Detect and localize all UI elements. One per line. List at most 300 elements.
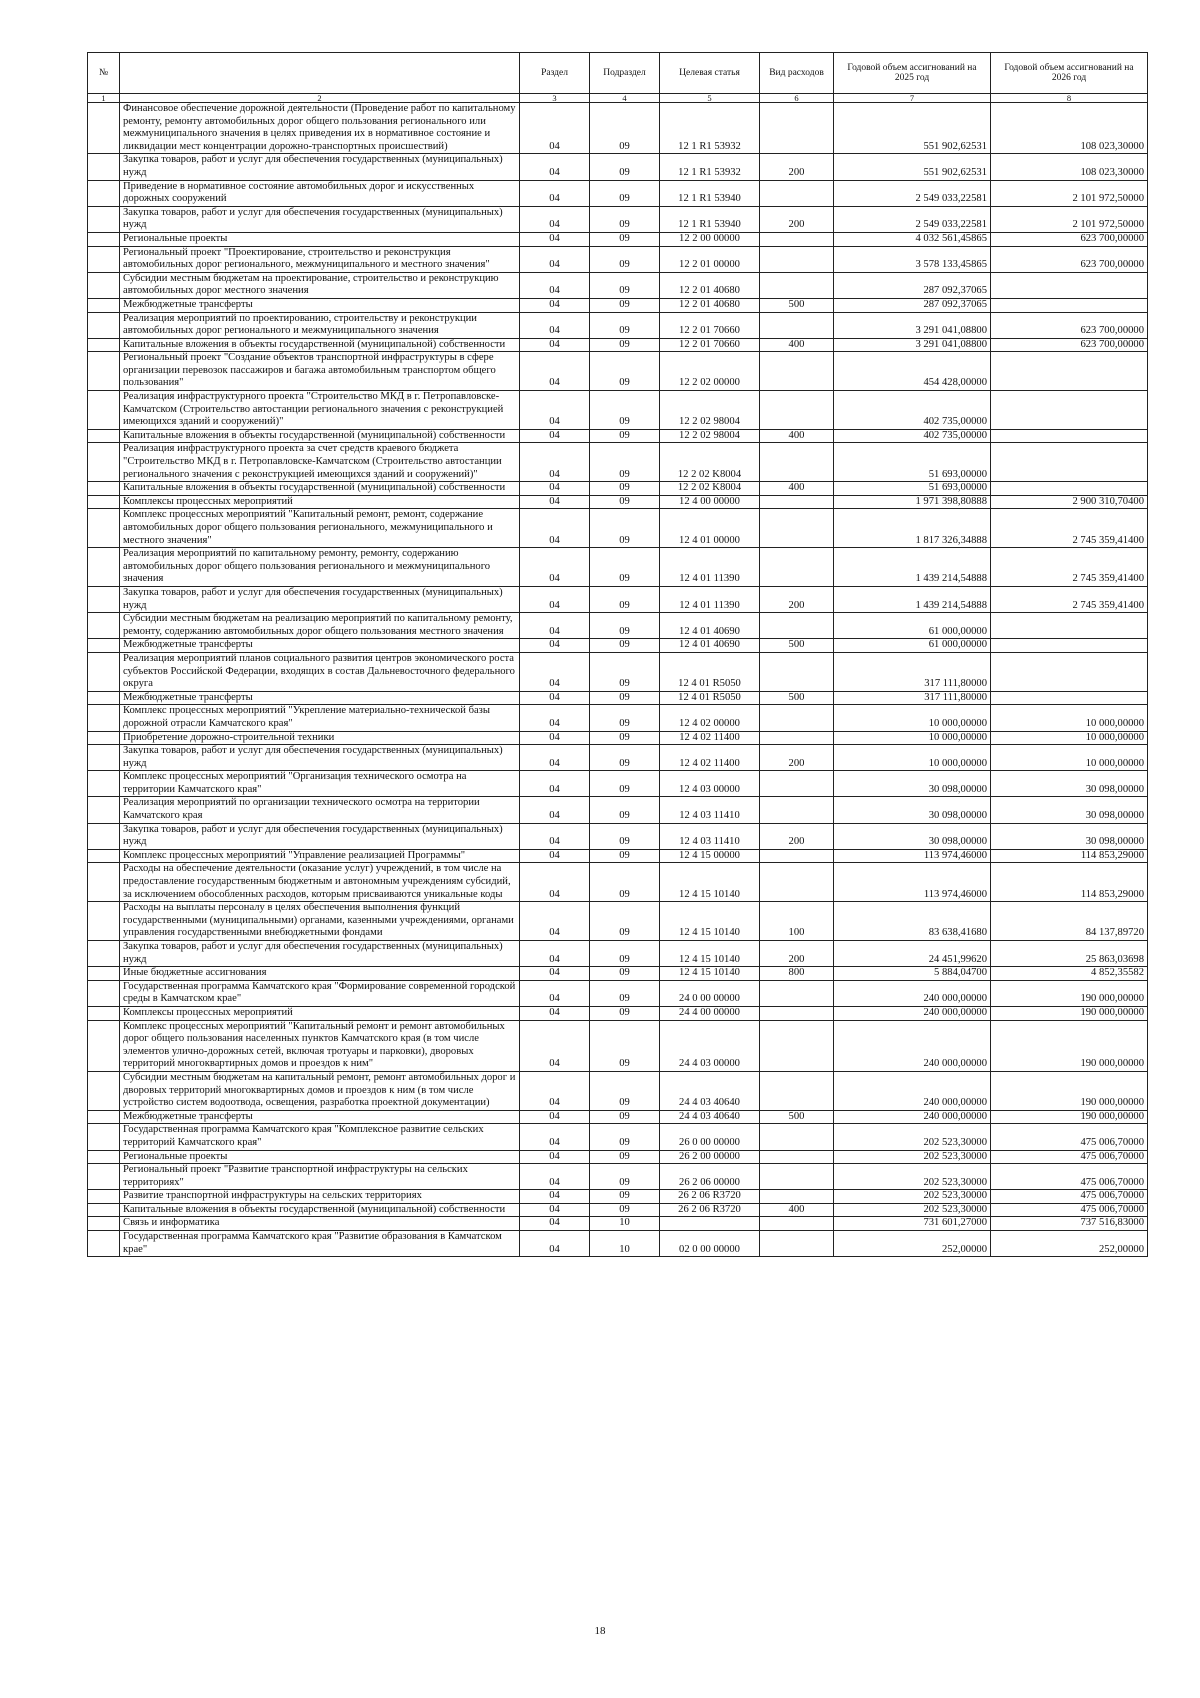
row-razdel: 04 <box>520 823 590 849</box>
row-podrazdel: 09 <box>590 495 660 509</box>
row-vid <box>760 797 834 823</box>
budget-sheet <box>87 52 1147 1257</box>
row-name: Государственная программа Камчатского края "Комплексное развитие сельских территорий Камчатского края" <box>120 1124 520 1150</box>
row-target: 12 2 01 70660 <box>660 312 760 338</box>
row-podrazdel: 09 <box>590 103 660 154</box>
row-amount-2025: 2 549 033,22581 <box>834 180 991 206</box>
row-number <box>88 443 120 482</box>
row-amount-2026: 623 700,00000 <box>991 246 1148 272</box>
row-razdel: 04 <box>520 613 590 639</box>
row-target: 12 2 01 40680 <box>660 272 760 298</box>
row-amount-2025: 1 439 214,54888 <box>834 586 991 612</box>
row-number <box>88 272 120 298</box>
table-row <box>88 103 1148 154</box>
row-number <box>88 902 120 941</box>
row-vid <box>760 652 834 691</box>
header-2025: Годовой объем ассигнований на 2025 год <box>834 53 991 94</box>
row-amount-2026: 190 000,00000 <box>991 980 1148 1006</box>
row-razdel: 04 <box>520 771 590 797</box>
row-vid <box>760 980 834 1006</box>
row-razdel: 04 <box>520 312 590 338</box>
row-podrazdel: 09 <box>590 1124 660 1150</box>
table-row <box>88 823 1148 849</box>
row-razdel: 04 <box>520 745 590 771</box>
row-name: Капитальные вложения в объекты государственной (муниципальной) собственности <box>120 429 520 443</box>
row-razdel: 04 <box>520 1124 590 1150</box>
row-razdel: 04 <box>520 863 590 902</box>
row-target: 12 4 02 00000 <box>660 705 760 731</box>
table-row <box>88 652 1148 691</box>
header-vid: Вид расходов <box>760 53 834 94</box>
header-row <box>88 53 1148 94</box>
row-vid: 200 <box>760 745 834 771</box>
row-name: Закупка товаров, работ и услуг для обеспечения государственных (муниципальных) нужд <box>120 823 520 849</box>
row-amount-2026 <box>991 298 1148 312</box>
row-amount-2026: 190 000,00000 <box>991 1071 1148 1110</box>
header-podrazdel: Подраздел <box>590 53 660 94</box>
row-razdel: 04 <box>520 652 590 691</box>
row-target: 24 4 03 40640 <box>660 1110 760 1124</box>
row-name: Приведение в нормативное состояние автомобильных дорог и искусственных дорожных сооружений <box>120 180 520 206</box>
table-row <box>88 863 1148 902</box>
row-amount-2026: 30 098,00000 <box>991 823 1148 849</box>
row-vid <box>760 1164 834 1190</box>
row-target: 12 4 15 10140 <box>660 902 760 941</box>
column-number: 1 <box>88 94 120 103</box>
table-row <box>88 352 1148 391</box>
column-number: 7 <box>834 94 991 103</box>
row-podrazdel: 09 <box>590 1190 660 1204</box>
row-name: Реализация мероприятий планов социального развития центров экономического роста субъектов Российской Федерации, входящих в состав Дальневосточного федерального округа <box>120 652 520 691</box>
row-vid <box>760 103 834 154</box>
row-amount-2026 <box>991 613 1148 639</box>
row-amount-2026: 252,00000 <box>991 1231 1148 1257</box>
row-name: Региональные проекты <box>120 1150 520 1164</box>
row-amount-2025: 61 000,00000 <box>834 613 991 639</box>
header-target: Целевая статья <box>660 53 760 94</box>
row-vid <box>760 232 834 246</box>
row-name: Развитие транспортной инфраструктуры на сельских территориях <box>120 1190 520 1204</box>
row-razdel: 04 <box>520 391 590 430</box>
row-amount-2026: 2 745 359,41400 <box>991 548 1148 587</box>
row-amount-2025: 83 638,41680 <box>834 902 991 941</box>
table-row <box>88 1110 1148 1124</box>
row-podrazdel: 09 <box>590 272 660 298</box>
row-razdel: 04 <box>520 272 590 298</box>
row-amount-2026: 475 006,70000 <box>991 1190 1148 1204</box>
table-row <box>88 391 1148 430</box>
row-number <box>88 967 120 981</box>
row-amount-2026: 4 852,35582 <box>991 967 1148 981</box>
row-vid <box>760 613 834 639</box>
row-razdel: 04 <box>520 1110 590 1124</box>
row-amount-2025: 287 092,37065 <box>834 298 991 312</box>
row-razdel: 04 <box>520 797 590 823</box>
row-razdel: 04 <box>520 967 590 981</box>
row-target: 12 4 02 11400 <box>660 745 760 771</box>
row-razdel: 04 <box>520 180 590 206</box>
row-name: Закупка товаров, работ и услуг для обеспечения государственных (муниципальных) нужд <box>120 586 520 612</box>
table-row <box>88 154 1148 180</box>
row-amount-2025: 240 000,00000 <box>834 1110 991 1124</box>
row-razdel: 04 <box>520 548 590 587</box>
row-razdel: 04 <box>520 206 590 232</box>
table-row <box>88 482 1148 496</box>
row-number <box>88 941 120 967</box>
row-target: 12 2 02 00000 <box>660 352 760 391</box>
row-podrazdel: 09 <box>590 863 660 902</box>
row-number <box>88 548 120 587</box>
row-podrazdel: 09 <box>590 967 660 981</box>
row-number <box>88 745 120 771</box>
row-amount-2026: 30 098,00000 <box>991 771 1148 797</box>
row-name: Комплекс процессных мероприятий "Капитальный ремонт и ремонт автомобильных дорог общего пользования населенных пунктов Камчатского края (в том числе элементов улично-дорожных сетей, включая тротуары и парковки), дворовых территорий многоквартирных домов и проездов к ним" <box>120 1020 520 1071</box>
row-target: 12 2 01 40680 <box>660 298 760 312</box>
row-amount-2025: 252,00000 <box>834 1231 991 1257</box>
row-target: 24 4 03 40640 <box>660 1071 760 1110</box>
row-podrazdel: 09 <box>590 849 660 863</box>
row-amount-2025: 551 902,62531 <box>834 154 991 180</box>
row-amount-2025: 3 291 041,08800 <box>834 338 991 352</box>
table-row <box>88 1124 1148 1150</box>
row-amount-2025: 202 523,30000 <box>834 1124 991 1150</box>
row-target: 24 4 00 00000 <box>660 1006 760 1020</box>
row-razdel: 04 <box>520 1006 590 1020</box>
row-target: 12 4 01 11390 <box>660 548 760 587</box>
row-number <box>88 1006 120 1020</box>
row-number <box>88 495 120 509</box>
row-razdel: 04 <box>520 705 590 731</box>
row-amount-2026: 114 853,29000 <box>991 849 1148 863</box>
row-podrazdel: 09 <box>590 586 660 612</box>
row-name: Финансовое обеспечение дорожной деятельности (Проведение работ по капитальному ремонту, ремонту автомобильных дорог общего пользования регионального или межмуниципального значения в целях приведения их в нормативное состояние и ликвидации мест концентрации дорожно-транспортных происшествий) <box>120 103 520 154</box>
row-podrazdel: 09 <box>590 652 660 691</box>
row-target: 12 2 01 70660 <box>660 338 760 352</box>
row-name: Региональные проекты <box>120 232 520 246</box>
row-razdel: 04 <box>520 980 590 1006</box>
row-amount-2026 <box>991 652 1148 691</box>
row-name: Закупка товаров, работ и услуг для обеспечения государственных (муниципальных) нужд <box>120 745 520 771</box>
row-number <box>88 232 120 246</box>
row-amount-2025: 30 098,00000 <box>834 771 991 797</box>
row-number <box>88 180 120 206</box>
row-vid <box>760 1006 834 1020</box>
row-name: Комплекс процессных мероприятий "Укрепление материально-технической базы дорожной отрасли Камчатского края" <box>120 705 520 731</box>
row-amount-2025: 113 974,46000 <box>834 863 991 902</box>
table-row <box>88 1231 1148 1257</box>
row-vid <box>760 495 834 509</box>
row-number <box>88 482 120 496</box>
row-number <box>88 1020 120 1071</box>
row-vid: 200 <box>760 586 834 612</box>
row-target: 12 2 01 00000 <box>660 246 760 272</box>
row-name: Капитальные вложения в объекты государственной (муниципальной) собственности <box>120 482 520 496</box>
row-amount-2026: 30 098,00000 <box>991 797 1148 823</box>
row-number <box>88 613 120 639</box>
row-vid: 500 <box>760 691 834 705</box>
table-row <box>88 586 1148 612</box>
row-number <box>88 246 120 272</box>
row-target: 12 4 15 10140 <box>660 941 760 967</box>
row-target: 12 4 03 11410 <box>660 797 760 823</box>
row-target: 12 4 01 40690 <box>660 639 760 653</box>
row-razdel: 04 <box>520 298 590 312</box>
row-podrazdel: 09 <box>590 731 660 745</box>
row-podrazdel: 09 <box>590 443 660 482</box>
row-razdel: 04 <box>520 352 590 391</box>
row-amount-2025: 551 902,62531 <box>834 103 991 154</box>
row-target: 12 2 00 00000 <box>660 232 760 246</box>
row-podrazdel: 09 <box>590 771 660 797</box>
row-amount-2025: 1 971 398,80888 <box>834 495 991 509</box>
row-amount-2025: 10 000,00000 <box>834 705 991 731</box>
row-amount-2026: 623 700,00000 <box>991 232 1148 246</box>
row-podrazdel: 09 <box>590 1164 660 1190</box>
row-name: Расходы на выплаты персоналу в целях обеспечения выполнения функций государственными (муниципальными) органами, казенными учреждениями, органами управления государственными внебюджетными фондами <box>120 902 520 941</box>
row-amount-2026: 190 000,00000 <box>991 1110 1148 1124</box>
row-target: 12 4 15 10140 <box>660 967 760 981</box>
row-name: Расходы на обеспечение деятельности (оказание услуг) учреждений, в том числе на предоставление государственным бюджетным и автономным учреждениям субсидий, за исключением обособленных расходов, которым присваиваются уникальные коды <box>120 863 520 902</box>
row-amount-2026: 2 101 972,50000 <box>991 180 1148 206</box>
row-vid: 400 <box>760 338 834 352</box>
table-body <box>88 103 1148 1257</box>
row-amount-2025: 202 523,30000 <box>834 1164 991 1190</box>
row-number <box>88 980 120 1006</box>
row-podrazdel: 09 <box>590 312 660 338</box>
row-razdel: 04 <box>520 849 590 863</box>
row-amount-2026 <box>991 639 1148 653</box>
row-podrazdel: 09 <box>590 206 660 232</box>
table-row <box>88 429 1148 443</box>
row-vid <box>760 1124 834 1150</box>
row-number <box>88 1190 120 1204</box>
row-name: Субсидии местным бюджетам на капитальный ремонт, ремонт автомобильных дорог и дворовых территорий многоквартирных домов и проездов к ним (в том числе устройство систем водоотвода, освещения, разработка проектной документации) <box>120 1071 520 1110</box>
row-vid: 200 <box>760 154 834 180</box>
row-amount-2025: 3 578 133,45865 <box>834 246 991 272</box>
table-row <box>88 849 1148 863</box>
row-amount-2026 <box>991 443 1148 482</box>
table-row <box>88 298 1148 312</box>
row-amount-2026 <box>991 352 1148 391</box>
row-amount-2025: 2 549 033,22581 <box>834 206 991 232</box>
row-podrazdel: 09 <box>590 232 660 246</box>
row-target: 12 4 03 11410 <box>660 823 760 849</box>
row-podrazdel: 09 <box>590 705 660 731</box>
row-vid <box>760 312 834 338</box>
table-row <box>88 731 1148 745</box>
row-vid <box>760 509 834 548</box>
row-vid: 200 <box>760 823 834 849</box>
row-number <box>88 1124 120 1150</box>
row-vid <box>760 771 834 797</box>
row-podrazdel: 09 <box>590 1203 660 1217</box>
row-amount-2025: 4 032 561,45865 <box>834 232 991 246</box>
row-amount-2025: 3 291 041,08800 <box>834 312 991 338</box>
row-amount-2026: 475 006,70000 <box>991 1203 1148 1217</box>
row-target: 12 2 02 98004 <box>660 429 760 443</box>
row-target: 12 2 02 98004 <box>660 391 760 430</box>
row-amount-2026: 10 000,00000 <box>991 705 1148 731</box>
row-number <box>88 771 120 797</box>
row-amount-2026: 114 853,29000 <box>991 863 1148 902</box>
row-razdel: 04 <box>520 1203 590 1217</box>
row-amount-2026: 623 700,00000 <box>991 338 1148 352</box>
table-row <box>88 705 1148 731</box>
row-podrazdel: 09 <box>590 338 660 352</box>
row-target: 12 4 03 00000 <box>660 771 760 797</box>
row-vid: 200 <box>760 206 834 232</box>
row-name: Межбюджетные трансферты <box>120 1110 520 1124</box>
table-row <box>88 1071 1148 1110</box>
table-row <box>88 980 1148 1006</box>
row-razdel: 04 <box>520 1150 590 1164</box>
row-podrazdel: 09 <box>590 797 660 823</box>
row-vid: 400 <box>760 429 834 443</box>
row-target: 12 4 15 00000 <box>660 849 760 863</box>
row-name: Региональный проект "Проектирование, строительство и реконструкция автомобильных дорог регионального, межмуниципального и местного значения" <box>120 246 520 272</box>
row-number <box>88 1110 120 1124</box>
table-row <box>88 941 1148 967</box>
row-number <box>88 338 120 352</box>
row-name: Капитальные вложения в объекты государственной (муниципальной) собственности <box>120 338 520 352</box>
row-number <box>88 1071 120 1110</box>
row-podrazdel: 09 <box>590 548 660 587</box>
row-target: 12 1 R1 53940 <box>660 206 760 232</box>
table-row <box>88 338 1148 352</box>
row-vid: 100 <box>760 902 834 941</box>
row-target: 26 2 06 R3720 <box>660 1190 760 1204</box>
row-razdel: 04 <box>520 154 590 180</box>
row-amount-2025: 402 735,00000 <box>834 391 991 430</box>
row-number <box>88 352 120 391</box>
row-amount-2025: 5 884,04700 <box>834 967 991 981</box>
row-name: Комплекс процессных мероприятий "Капитальный ремонт, ремонт, содержание автомобильных дорог общего пользования регионального, межмуниципального и местного значения" <box>120 509 520 548</box>
row-name: Закупка товаров, работ и услуг для обеспечения государственных (муниципальных) нужд <box>120 206 520 232</box>
row-target: 12 4 01 00000 <box>660 509 760 548</box>
row-number <box>88 797 120 823</box>
row-amount-2026 <box>991 391 1148 430</box>
table-row <box>88 495 1148 509</box>
row-podrazdel: 09 <box>590 482 660 496</box>
table-row <box>88 1164 1148 1190</box>
table-row <box>88 745 1148 771</box>
table-row <box>88 272 1148 298</box>
row-name: Реализация инфраструктурного проекта за счет средств краевого бюджета "Строительство МКД в г. Петропавловске-Камчатском (Строительство автостанции регионального значения с реконструкцией имеющихся зданий и сооружений)" <box>120 443 520 482</box>
budget-table <box>87 52 1148 1257</box>
row-target: 12 4 01 R5050 <box>660 652 760 691</box>
row-name: Приобретение дорожно-строительной техники <box>120 731 520 745</box>
row-target: 12 2 02 K8004 <box>660 443 760 482</box>
row-vid <box>760 246 834 272</box>
row-razdel: 04 <box>520 941 590 967</box>
row-podrazdel: 09 <box>590 902 660 941</box>
row-target <box>660 1217 760 1231</box>
row-amount-2025: 731 601,27000 <box>834 1217 991 1231</box>
row-vid: 500 <box>760 639 834 653</box>
row-target: 12 4 01 11390 <box>660 586 760 612</box>
row-amount-2025: 51 693,00000 <box>834 482 991 496</box>
row-amount-2025: 240 000,00000 <box>834 1020 991 1071</box>
table-row <box>88 548 1148 587</box>
row-number <box>88 509 120 548</box>
row-podrazdel: 09 <box>590 352 660 391</box>
row-number <box>88 206 120 232</box>
row-target: 02 0 00 00000 <box>660 1231 760 1257</box>
header-2026: Годовой объем ассигнований на 2026 год <box>991 53 1148 94</box>
row-podrazdel: 09 <box>590 613 660 639</box>
row-amount-2025: 1 439 214,54888 <box>834 548 991 587</box>
table-row <box>88 691 1148 705</box>
row-number <box>88 652 120 691</box>
row-amount-2025: 240 000,00000 <box>834 1071 991 1110</box>
row-razdel: 04 <box>520 691 590 705</box>
table-row <box>88 1217 1148 1231</box>
row-razdel: 04 <box>520 1231 590 1257</box>
row-razdel: 04 <box>520 731 590 745</box>
column-number: 8 <box>991 94 1148 103</box>
row-number <box>88 639 120 653</box>
row-podrazdel: 09 <box>590 941 660 967</box>
row-target: 12 4 01 R5050 <box>660 691 760 705</box>
row-amount-2026: 84 137,89720 <box>991 902 1148 941</box>
row-amount-2026: 190 000,00000 <box>991 1020 1148 1071</box>
row-target: 12 1 R1 53940 <box>660 180 760 206</box>
row-podrazdel: 09 <box>590 154 660 180</box>
table-row <box>88 509 1148 548</box>
row-target: 26 2 06 R3720 <box>660 1203 760 1217</box>
row-razdel: 04 <box>520 639 590 653</box>
table-row <box>88 613 1148 639</box>
row-target: 12 4 00 00000 <box>660 495 760 509</box>
row-name: Капитальные вложения в объекты государственной (муниципальной) собственности <box>120 1203 520 1217</box>
row-number <box>88 705 120 731</box>
row-target: 26 2 06 00000 <box>660 1164 760 1190</box>
row-amount-2025: 24 451,99620 <box>834 941 991 967</box>
table-row <box>88 443 1148 482</box>
row-amount-2026: 25 863,03698 <box>991 941 1148 967</box>
row-podrazdel: 10 <box>590 1217 660 1231</box>
row-podrazdel: 09 <box>590 298 660 312</box>
row-number <box>88 863 120 902</box>
row-number <box>88 1164 120 1190</box>
row-amount-2026: 10 000,00000 <box>991 745 1148 771</box>
row-podrazdel: 09 <box>590 1006 660 1020</box>
row-target: 24 4 03 00000 <box>660 1020 760 1071</box>
row-number <box>88 154 120 180</box>
header-name <box>120 53 520 94</box>
row-name: Региональный проект "Создание объектов транспортной инфраструктуры в сфере организации перевозок пассажиров и багажа автомобильным транспортом общего пользования" <box>120 352 520 391</box>
row-amount-2025: 10 000,00000 <box>834 745 991 771</box>
row-target: 12 4 01 40690 <box>660 613 760 639</box>
row-podrazdel: 09 <box>590 980 660 1006</box>
row-razdel: 04 <box>520 429 590 443</box>
row-podrazdel: 09 <box>590 823 660 849</box>
row-vid: 400 <box>760 482 834 496</box>
row-amount-2025: 240 000,00000 <box>834 1006 991 1020</box>
row-podrazdel: 09 <box>590 429 660 443</box>
table-row <box>88 206 1148 232</box>
row-number <box>88 731 120 745</box>
row-vid <box>760 705 834 731</box>
row-vid <box>760 391 834 430</box>
row-razdel: 04 <box>520 509 590 548</box>
row-number <box>88 691 120 705</box>
row-name: Государственная программа Камчатского края "Формирование современной городской среды в Камчатском крае" <box>120 980 520 1006</box>
row-amount-2025: 30 098,00000 <box>834 797 991 823</box>
table-row <box>88 312 1148 338</box>
row-amount-2025: 402 735,00000 <box>834 429 991 443</box>
table-row <box>88 180 1148 206</box>
